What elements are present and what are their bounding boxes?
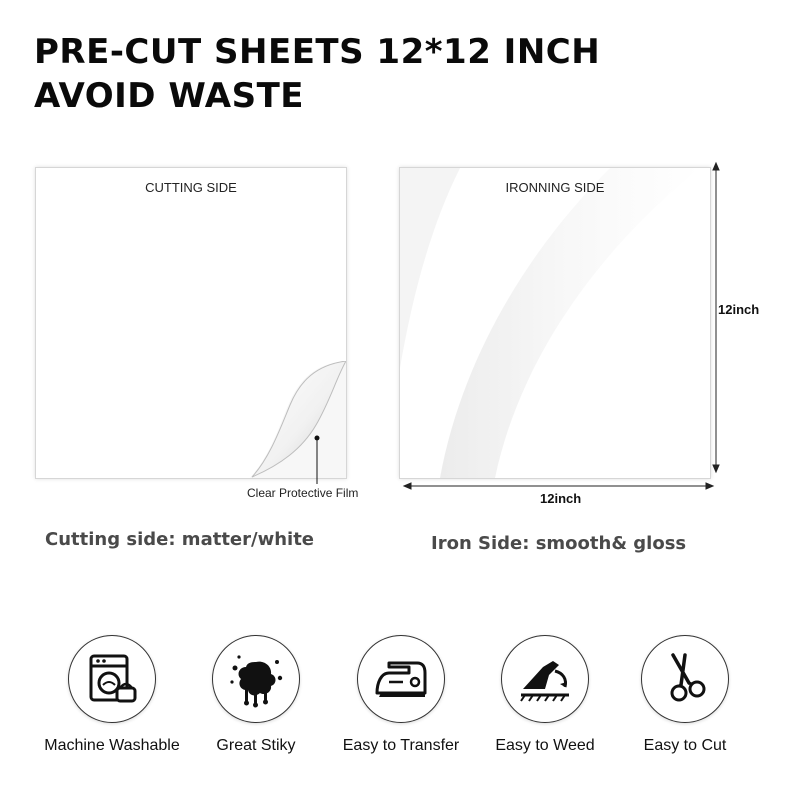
width-dimension-arrow [404,483,713,489]
feature-label: Easy to Weed [495,737,595,754]
headline-line-2: AVOID WASTE [34,76,305,116]
height-label: 12inch [718,302,760,317]
cutting-side-label: CUTTING SIDE [145,180,237,195]
protective-film-label: Clear Protective Film [247,486,359,500]
width-label: 12inch [540,491,582,506]
feature-label: Easy to Transfer [342,737,460,754]
feature-label: Easy to Cut [643,737,727,754]
ironing-side-caption: Iron Side: smooth& gloss [431,533,687,554]
headline-line-1: PRE-CUT SHEETS 12*12 INCH [34,32,601,72]
cutting-side-caption: Cutting side: matter/white [45,529,315,550]
feature-label: Great Stiky [216,737,296,754]
feature-label: Machine Washable [44,737,180,754]
ironing-side-label: IRONNING SIDE [505,180,605,195]
height-dimension-arrow [713,163,719,472]
